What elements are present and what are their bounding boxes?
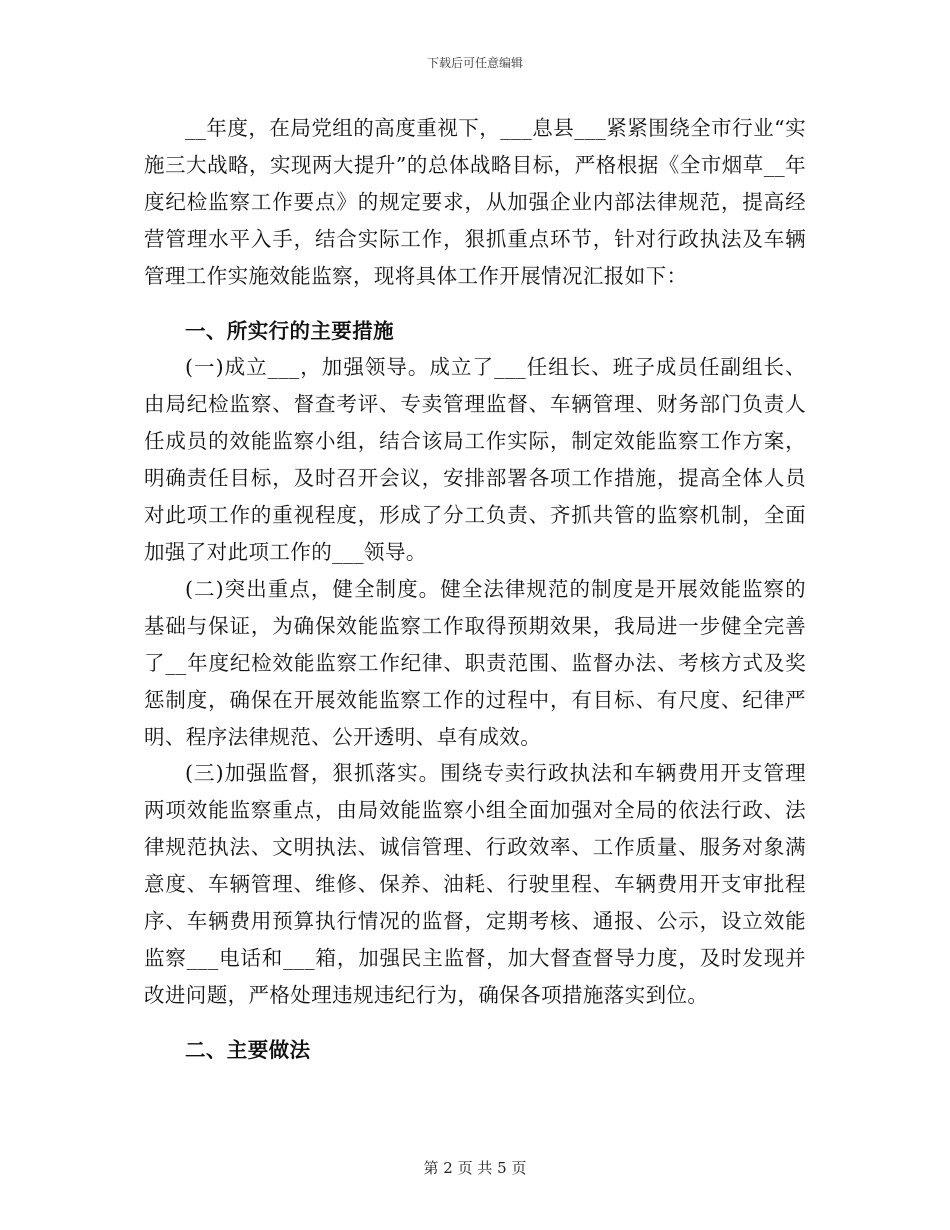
measure-item-3: (三)加强监督，狠抓落实。围绕专卖行政执法和车辆费用开支管理两项效能监察重点，由局效能监察小组全面加强对全局的依法行政、法律规范执法、文明执法、诚信管理、行政效率、工作质量、服务对象满意度、车辆管理、维修、保养、油耗、行驶里程、车辆费用开支审批程序、车辆费用预算执行情况的监督，定期考核、通报、公示，设立效能监察___电话和___箱，加强民主监督，加大督查督导力度，及时发现并改进问题，严格处理违规违纪行为，确保各项措施落实到位。 [144, 761, 806, 1007]
measure-item-2: (二)突出重点，健全制度。健全法律规范的制度是开展效能监察的基础与保证，为确保效能监察工作取得预期效果，我局进一步健全完善了__年度纪检效能监察工作纪律、职责范围、监督办法、考核方式及奖惩制度，确保在开展效能监察工作的过程中，有目标、有尺度、纪律严明、程序法律规范、公开透明、卓有成效。 [144, 576, 806, 749]
measure-item-1: (一)成立___，加强领导。成立了___任组长、班子成员任副组长、由局纪检监察、督查考评、专卖管理监督、车辆管理、财务部门负责人任成员的效能监察小组，结合该局工作实际，制定效能监察工作方案，明确责任目标，及时召开会议，安排部署各项工作措施，提高全体人员对此项工作的重视程度，形成了分工负责、齐抓共管的监察机制，全面加强了对此项工作的___领导。 [144, 355, 806, 564]
page-header-note: 下载后可任意编辑 [426, 56, 523, 70]
page-number-footer: 第 2 页 共 5 页 [423, 1159, 527, 1177]
document-body [144, 110, 806, 1069]
section-heading-2: 二、主要做法 [185, 1037, 311, 1062]
section-heading-1: 一、所实行的主要措施 [185, 318, 394, 343]
intro-paragraph: __年度，在局党组的高度重视下，___息县___紧紧围绕全市行业“实施三大战略，实现两大提升”的总体战略目标，严格根据《全市烟草__年度纪检监察工作要点》的规定要求，从加强企业内部法律规范，提高经营管理水平入手，结合实际工作，狠抓重点环节，针对行政执法及车辆管理工作实施效能监察，现将具体工作开展情况汇报如下： [144, 116, 806, 288]
